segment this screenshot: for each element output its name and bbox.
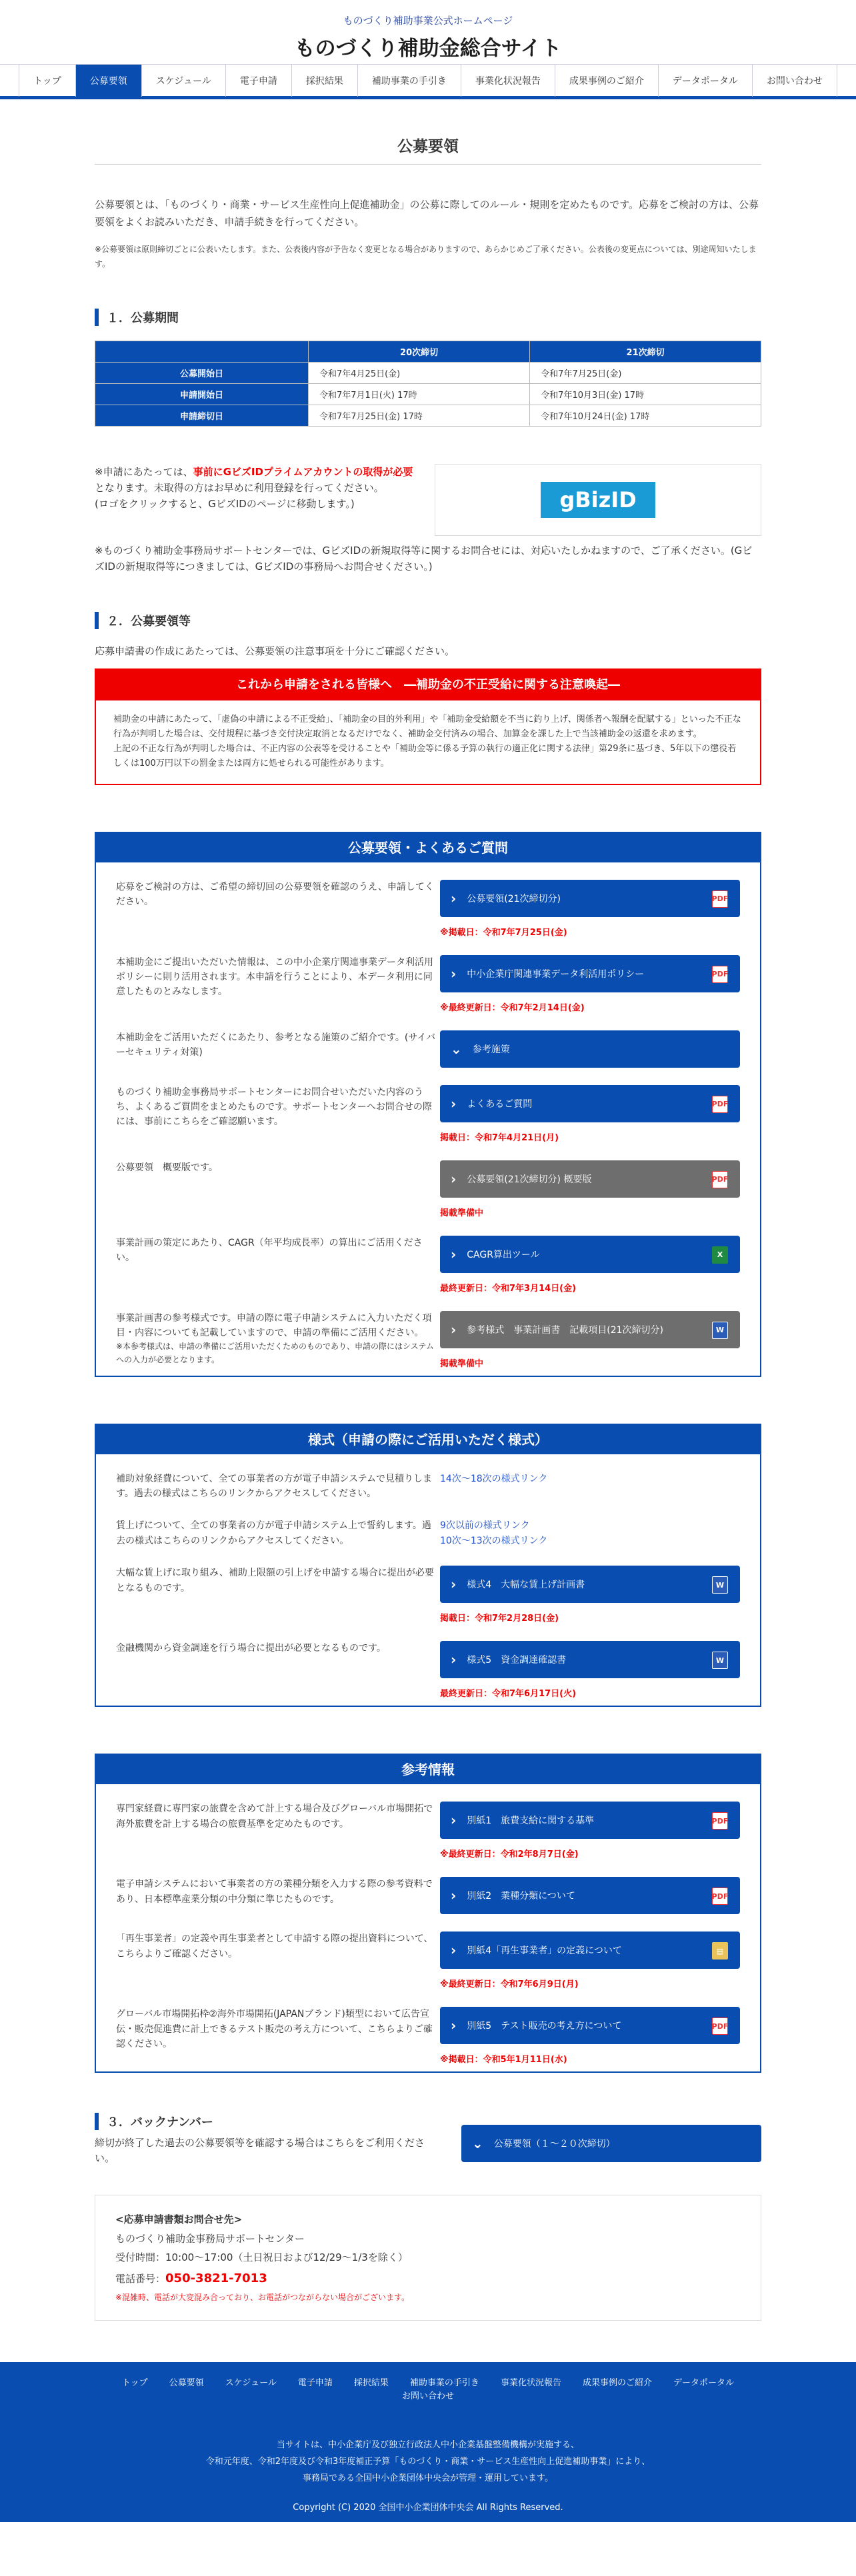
section-koubo-text: 応募申請書の作成にあたっては、公募要領の注意事項を十分にご確認ください。 bbox=[95, 645, 455, 658]
backnumber-right bbox=[461, 2125, 761, 2165]
doc-file-icon: W bbox=[712, 1576, 728, 1594]
download-button[interactable] bbox=[440, 1932, 740, 1969]
pdf-file-icon: PDF bbox=[712, 1812, 728, 1830]
list-item bbox=[116, 1914, 740, 1989]
list-item bbox=[116, 1454, 740, 1502]
pdf-file-icon: PDF bbox=[712, 2017, 728, 2035]
contact-hours: 受付時間：10:00〜17:00（土日祝日および12/29〜1/3を除く） bbox=[115, 2251, 408, 2264]
update-date: ※最終更新日：令和7年6月9日(月) bbox=[440, 1979, 579, 1990]
row-desc bbox=[116, 1566, 436, 1624]
contact-note: ※混雑時、電話が大変混み合っており、お電話がつながらない場合がございます。 bbox=[115, 2292, 410, 2302]
backnumber-desc: 締切が終了した過去の公募要領等を確認する場合はこちらをご利用ください。 bbox=[95, 2137, 425, 2164]
row-desc-text: 賃上げについて、全ての事業者の方が電子申請システム上で誓約します。過去の様式はこちらのリンクからアクセスしてください。 bbox=[116, 1520, 431, 1546]
footer-info bbox=[0, 2437, 856, 2487]
row-label: 公募開始日 bbox=[95, 363, 309, 384]
gbiz-text-1: ※申請にあたっては、 bbox=[95, 466, 193, 479]
gbiz-logo-link[interactable] bbox=[435, 464, 761, 536]
gbiz-notice bbox=[95, 464, 761, 536]
row-desc-text: 本補助金をご活用いただくにあたり、参考となる施策のご紹介です。(サイバーセキュリティ対策) bbox=[116, 1032, 436, 1058]
row-right bbox=[440, 1641, 740, 1699]
site-subtitle: ものづくり補助事業公式ホームページ bbox=[343, 15, 513, 27]
pdf-file-icon: PDF bbox=[712, 890, 728, 908]
row-desc bbox=[116, 1236, 436, 1294]
chevron-down-icon: ⌄ bbox=[472, 2135, 483, 2152]
nav-report[interactable]: 事業化状況報告 bbox=[461, 65, 555, 97]
cell: 令和7年7月25日(金) bbox=[530, 363, 761, 384]
list-item bbox=[116, 1860, 740, 1914]
forms-rows bbox=[96, 1454, 760, 1706]
footer-nav-link[interactable]: 採択結果 bbox=[353, 2377, 389, 2388]
chevron-right-icon: › bbox=[451, 1321, 457, 1338]
nav-contact[interactable]: お問い合わせ bbox=[753, 65, 837, 97]
backnumber bbox=[95, 2113, 761, 2165]
download-button[interactable] bbox=[440, 1030, 740, 1068]
row-desc-text: グローバル市場開拓枠②海外市場開拓(JAPANブランド)類型において広告宣伝・販売促進費に計上できるテスト販売の考え方について、こちらよりご確認ください。 bbox=[116, 2009, 433, 2049]
footer-nav-link[interactable]: データポータル bbox=[673, 2377, 734, 2388]
download-button-label: CAGR算出ツール bbox=[467, 1249, 540, 1260]
footer-nav-link[interactable]: 事業化状況報告 bbox=[500, 2377, 561, 2388]
update-date: ※最終更新日：令和2年8月7日(金) bbox=[440, 1850, 579, 1860]
download-button-label: よくあるご質問 bbox=[467, 1098, 533, 1110]
footer-nav-link[interactable]: 公募要領 bbox=[169, 2377, 204, 2388]
list-item bbox=[116, 1143, 740, 1218]
row-desc bbox=[116, 1802, 436, 1860]
list-item bbox=[116, 938, 740, 1013]
row-desc bbox=[116, 880, 436, 938]
cell: 令和7年7月25日(金) 17時 bbox=[309, 405, 530, 427]
row-desc bbox=[116, 1472, 436, 1502]
footer-nav-link[interactable]: お問い合わせ bbox=[401, 2391, 454, 2402]
backnumber-button[interactable] bbox=[461, 2125, 761, 2162]
row-desc-text: 本補助金にご提出いただいた情報は、この中小企業庁関連事業データ利活用ポリシーに則り活用されます。本申請を行うことにより、本データ利用に同意したものとみなします。 bbox=[116, 956, 433, 998]
nav-koubo[interactable]: 公募要領 bbox=[76, 65, 142, 97]
row-desc bbox=[116, 2007, 436, 2065]
list-item bbox=[116, 1548, 740, 1624]
page-title: 公募要領 bbox=[95, 134, 761, 165]
faq-box-head: 公募要領・よくあるご質問 bbox=[96, 833, 760, 862]
row-right bbox=[440, 1932, 740, 1989]
fraud-warning bbox=[95, 668, 761, 784]
doc-file-icon: W bbox=[712, 1322, 728, 1339]
section-period-title: １．公募期間 bbox=[95, 309, 761, 326]
row-desc bbox=[116, 1085, 436, 1143]
table-row bbox=[95, 363, 761, 384]
list-item bbox=[116, 1218, 740, 1294]
list-item bbox=[116, 1013, 740, 1068]
row-label: 申請締切日 bbox=[95, 405, 309, 427]
row-desc-small: ※本参考様式は、申請の準備にご活用いただくためのものであり、申請の際にはシステムへの入力が必要となります。 bbox=[116, 1342, 434, 1364]
cell: 令和7年10月3日(金) 17時 bbox=[530, 384, 761, 405]
pdf-file-icon: PDF bbox=[712, 1171, 728, 1188]
chevron-right-icon: › bbox=[451, 1812, 457, 1829]
nav-data-portal[interactable]: データポータル bbox=[659, 65, 753, 97]
form-link[interactable]: 9次以前の様式リンク bbox=[440, 1520, 530, 1532]
list-item bbox=[116, 862, 740, 938]
contact-name: ものづくり補助金事務局サポートセンター bbox=[115, 2232, 305, 2245]
footer-nav-link[interactable]: 電子申請 bbox=[297, 2377, 333, 2388]
row-desc bbox=[116, 1877, 436, 1914]
site-title[interactable]: ものづくり補助金総合サイト bbox=[294, 37, 562, 61]
backnumber-title: ３．バックナンバー bbox=[95, 2113, 428, 2130]
footer-nav bbox=[0, 2377, 856, 2405]
row-desc-text: 公募要領 概要版です。 bbox=[116, 1162, 218, 1173]
fraud-warning-p1: 補助金の申請にあたって、「虚偽の申請による不正受給」、「補助金の目的外利用」や「補助金受給額を不当に釣り上げ、関係者へ報酬を配賦する」といった不正な行為が判明した場合は、交付規程に基づき交付決定取消となるだけでなく、補助金交付済みの場合、加算金を課した上で当該補助金の返還を求めます。 bbox=[113, 714, 741, 740]
update-date: 掲載日：令和7年4月21日(月) bbox=[440, 1132, 559, 1143]
download-button-label: 別紙4「再生事業者」の定義について bbox=[467, 1945, 622, 1957]
ref-box-head: 参考情報 bbox=[96, 1755, 760, 1784]
row-desc bbox=[116, 1030, 436, 1068]
footer-info-3: 事務局である全国中小企業団体中央会が管理・運用しています。 bbox=[303, 2473, 553, 2483]
download-button[interactable] bbox=[440, 1085, 740, 1122]
pdf-file-icon: PDF bbox=[712, 966, 728, 983]
update-date: ※最終更新日：令和7年2月14日(金) bbox=[440, 1002, 585, 1013]
nav-results[interactable]: 採択結果 bbox=[292, 65, 358, 97]
download-button-label: 中小企業庁関連事業データ利活用ポリシー bbox=[467, 968, 645, 980]
row-right bbox=[440, 1518, 740, 1548]
download-button[interactable] bbox=[440, 1236, 740, 1273]
download-button[interactable] bbox=[440, 1566, 740, 1603]
cell: 令和7年7月1日(火) 17時 bbox=[309, 384, 530, 405]
fraud-warning-p2: 上記の不正な行為が判明した場合は、不正内容の公表等を受けることや「補助金等に係る予算の執行の適正化に関する法律」第29条に基づき、5年以下の懲役若しくは100万円以下の罰金または両方に処せられる可能性があります。 bbox=[113, 744, 737, 769]
update-date: 掲載日：令和7年2月28日(金) bbox=[440, 1614, 559, 1624]
row-desc-text: 大幅な賃上げに取り組み、補助上限額の引上げを申請する場合に提出が必要となるものです。 bbox=[116, 1568, 434, 1594]
download-button-label: 別紙1 旅費支給に関する基準 bbox=[467, 1816, 595, 1827]
download-button-label: 別紙5 テスト販売の考え方について bbox=[467, 2021, 622, 2032]
chevron-right-icon: › bbox=[451, 1652, 457, 1668]
download-button[interactable] bbox=[440, 880, 740, 917]
download-button-label: 参考施策 bbox=[472, 1044, 510, 1055]
backnumber-button-label: 公募要領（１〜２０次締切） bbox=[493, 2139, 615, 2150]
row-desc-text: 「再生事業者」の定義や再生事業者として申請する際の提出資料について、こちらよりご確認ください。 bbox=[116, 1933, 433, 1959]
nav-e-application[interactable]: 電子申請 bbox=[226, 65, 292, 97]
faq-box bbox=[95, 832, 761, 1377]
update-date: 掲載準備中 bbox=[440, 1358, 484, 1369]
chevron-right-icon: › bbox=[451, 965, 457, 982]
chevron-right-icon: › bbox=[451, 1942, 457, 1959]
chevron-right-icon: › bbox=[451, 1888, 457, 1904]
fraud-warning-body bbox=[96, 700, 760, 783]
row-right bbox=[440, 1311, 740, 1369]
contact-tel-number[interactable]: 050-3821-7013 bbox=[165, 2271, 267, 2285]
download-button[interactable] bbox=[440, 1877, 740, 1914]
intro-text: 公募要領とは、「ものづくり・商業・サービス生産性向上促進補助金」の公募に際してのルール・規則を定めたものです。応募をご検討の方は、公募要領をよくお読みいただき、申請手続きを行ってください。 bbox=[95, 199, 759, 228]
row-right bbox=[440, 1030, 740, 1068]
nav-top[interactable]: トップ bbox=[19, 65, 76, 97]
row-desc-text: ものづくり補助金事務局サポートセンターにお問合せいただいた内容のうち、よくあるご質問をまとめたものです。サポートセンターへお問合せの際には、事前にこちらをご確認願います。 bbox=[116, 1086, 432, 1128]
footer-nav-link[interactable]: スケジュール bbox=[225, 2377, 277, 2388]
gbiz-text-3: (ロゴをクリックすると、GビズIDのページに移動します。) bbox=[95, 498, 355, 511]
download-button-label: 様式5 資金調達確認書 bbox=[467, 1655, 567, 1666]
nav-cases[interactable]: 成果事例のご紹介 bbox=[555, 65, 659, 97]
row-desc bbox=[116, 1932, 436, 1989]
faq-rows bbox=[96, 862, 760, 1376]
contact-tel bbox=[115, 2267, 741, 2290]
doc-file-icon: W bbox=[712, 1652, 728, 1669]
chevron-right-icon: › bbox=[451, 1170, 457, 1187]
row-desc bbox=[116, 955, 436, 1013]
row-right bbox=[440, 1566, 740, 1624]
chevron-right-icon: › bbox=[451, 2017, 457, 2034]
row-right bbox=[440, 955, 740, 1013]
footer-nav-link[interactable]: 補助事業の手引き bbox=[409, 2377, 479, 2388]
chevron-right-icon: › bbox=[451, 1246, 457, 1262]
row-desc-text: 金融機関から資金調達を行う場合に提出が必要となるものです。 bbox=[116, 1643, 386, 1654]
fraud-warning-head: これから申請をされる皆様へ ―補助金の不正受給に関する注意喚起― bbox=[96, 670, 760, 700]
download-button-label: 別紙2 業種分類について bbox=[467, 1891, 575, 1902]
site-header bbox=[0, 0, 856, 64]
list-item bbox=[116, 1068, 740, 1143]
backnumber-left bbox=[95, 2113, 428, 2165]
footer-info-1: 当サイトは、中小企業庁及び独立行政法人中小企業基盤整備機構が実施する、 bbox=[276, 2440, 580, 2451]
gbiz-logo: gBizID bbox=[541, 482, 655, 518]
update-date: ※掲載日：令和5年1月11日(水) bbox=[440, 2055, 567, 2065]
footer-info-2: 令和元年度、令和2年度及び令和3年度補正予算「ものづくり・商業・サービス生産性向上促進補助事業」により、 bbox=[205, 2456, 651, 2467]
contact-box bbox=[95, 2195, 761, 2320]
row-right bbox=[440, 1085, 740, 1143]
row-desc-text: 応募をご検討の方は、ご希望の締切回の公募要領を確認のうえ、申請してください。 bbox=[116, 881, 434, 907]
row-right bbox=[440, 1236, 740, 1294]
update-date: ※掲載日：令和7年7月25日(金) bbox=[440, 927, 567, 938]
footer-nav-link[interactable]: 成果事例のご紹介 bbox=[582, 2377, 652, 2388]
contact-title: <応募申請書類お問合せ先> bbox=[115, 2213, 243, 2226]
img-file-icon: ▤ bbox=[712, 1942, 728, 1959]
update-date: 最終更新日：令和7年3月14日(金) bbox=[440, 1283, 577, 1294]
pdf-file-icon: PDF bbox=[712, 1888, 728, 1905]
row-desc bbox=[116, 1160, 436, 1218]
row-desc-text: 電子申請システムにおいて事業者の方の業種分類を入力する際の参考資料であり、日本標準産業分類の中分類に準じたものです。 bbox=[116, 1879, 433, 1905]
update-date: 最終更新日：令和7年6月17日(火) bbox=[440, 1689, 577, 1700]
row-right bbox=[440, 880, 740, 938]
row-right bbox=[440, 1877, 740, 1914]
download-button[interactable] bbox=[440, 2007, 740, 2044]
nav-guide[interactable]: 補助事業の手引き bbox=[358, 65, 461, 97]
download-button[interactable] bbox=[440, 1311, 740, 1348]
row-right bbox=[440, 1802, 740, 1860]
list-item bbox=[116, 1784, 740, 1860]
global-nav bbox=[0, 64, 856, 96]
intro-note: ※公募要領は原則締切ごとに公表いたします。また、公表後内容が予告なく変更となる場合がありますので、あらかじめご了承ください。公表後の変更点については、別途周知いたします。 bbox=[95, 245, 757, 269]
cell: 令和7年10月24日(金) 17時 bbox=[530, 405, 761, 427]
row-label: 申請開始日 bbox=[95, 384, 309, 405]
contact-tel-label: 電話番号： bbox=[115, 2272, 166, 2285]
pdf-file-icon: PDF bbox=[712, 1096, 728, 1113]
gbiz-text-2: となります。未取得の方はお早めに利用登録を行ってください。 bbox=[95, 482, 384, 495]
table-row bbox=[95, 405, 761, 427]
row-desc bbox=[116, 1311, 436, 1369]
row-desc bbox=[116, 1641, 436, 1699]
copyright: Copyright (C) 2020 全国中小企業団体中央会 All Rights Reserved. bbox=[293, 2503, 563, 2513]
form-link[interactable]: 10次〜13次の様式リンク bbox=[440, 1535, 548, 1546]
period-header-21: 21次締切 bbox=[530, 341, 761, 363]
section-koubo-title: ２．公募要領等 bbox=[95, 612, 761, 629]
gbiz-text-red: 事前にGビズIDプライムアカウントの取得が必要 bbox=[193, 466, 413, 479]
gbiz-text bbox=[95, 464, 421, 536]
period-table bbox=[95, 341, 761, 427]
cell: 令和7年4月25日(金) bbox=[309, 363, 530, 384]
main-content bbox=[95, 134, 761, 2321]
list-item bbox=[116, 1989, 740, 2065]
forms-box bbox=[95, 1424, 761, 1708]
download-button-label: 公募要領(21次締切分) bbox=[467, 893, 561, 904]
download-button[interactable] bbox=[440, 1802, 740, 1839]
gbiz-note: ※ものづくり補助金事務局サポートセンターでは、GビズIDの新規取得等に関するお問合せには、対応いたしかねますので、ご了承ください。(GビズIDの新規取得等につきましては、GビズIDの事務局へお問合せください。) bbox=[95, 545, 753, 573]
period-corner bbox=[95, 341, 309, 363]
download-button[interactable] bbox=[440, 1641, 740, 1678]
download-button-label: 様式4 大幅な賃上げ計画書 bbox=[467, 1580, 585, 1591]
row-desc bbox=[116, 1518, 436, 1548]
footer-nav-link[interactable]: トップ bbox=[122, 2377, 148, 2388]
row-desc-text: 事業計画の策定にあたり、CAGR（年平均成長率）の算出にご活用ください。 bbox=[116, 1237, 423, 1263]
update-date: 掲載準備中 bbox=[440, 1208, 484, 1218]
row-right bbox=[440, 1160, 740, 1218]
period-header-20: 20次締切 bbox=[309, 341, 530, 363]
row-desc-text: 専門家経費に専門家の旅費を含めて計上する場合及びグローバル市場開拓で海外旅費を計上する場合の旅費基準を定めたものです。 bbox=[116, 1804, 433, 1830]
ref-box bbox=[95, 1754, 761, 2073]
site-footer bbox=[0, 2362, 856, 2522]
chevron-right-icon: › bbox=[451, 1095, 457, 1112]
download-button[interactable] bbox=[440, 955, 740, 992]
chevron-right-icon: › bbox=[451, 890, 457, 906]
form-link[interactable]: 14次〜18次の様式リンク bbox=[440, 1473, 548, 1484]
chevron-down-icon: ⌄ bbox=[451, 1040, 462, 1057]
ref-rows bbox=[96, 1784, 760, 2071]
download-button[interactable] bbox=[440, 1160, 740, 1198]
chevron-right-icon: › bbox=[451, 1576, 457, 1593]
row-desc-text: 補助対象経費について、全ての事業者の方が電子申請システムで見積りします。過去の様式はこちらのリンクからアクセスしてください。 bbox=[116, 1473, 433, 1499]
table-row bbox=[95, 384, 761, 405]
list-item bbox=[116, 1501, 740, 1548]
row-desc-text: 事業計画書の参考様式です。申請の際に電子申請システムに入力いただく項目・内容についても記載していますので、申請の準備にご活用ください。 bbox=[116, 1312, 432, 1338]
row-right bbox=[440, 1472, 740, 1502]
row-right bbox=[440, 2007, 740, 2065]
list-item bbox=[116, 1624, 740, 1699]
list-item bbox=[116, 1294, 740, 1369]
download-button-label: 参考様式 事業計画書 記載項目(21次締切分) bbox=[467, 1324, 663, 1336]
nav-schedule[interactable]: スケジュール bbox=[142, 65, 226, 97]
xls-file-icon: X bbox=[712, 1246, 728, 1264]
forms-box-head: 様式（申請の際にご活用いただく様式） bbox=[96, 1425, 760, 1454]
download-button-label: 公募要領(21次締切分) 概要版 bbox=[467, 1174, 592, 1185]
